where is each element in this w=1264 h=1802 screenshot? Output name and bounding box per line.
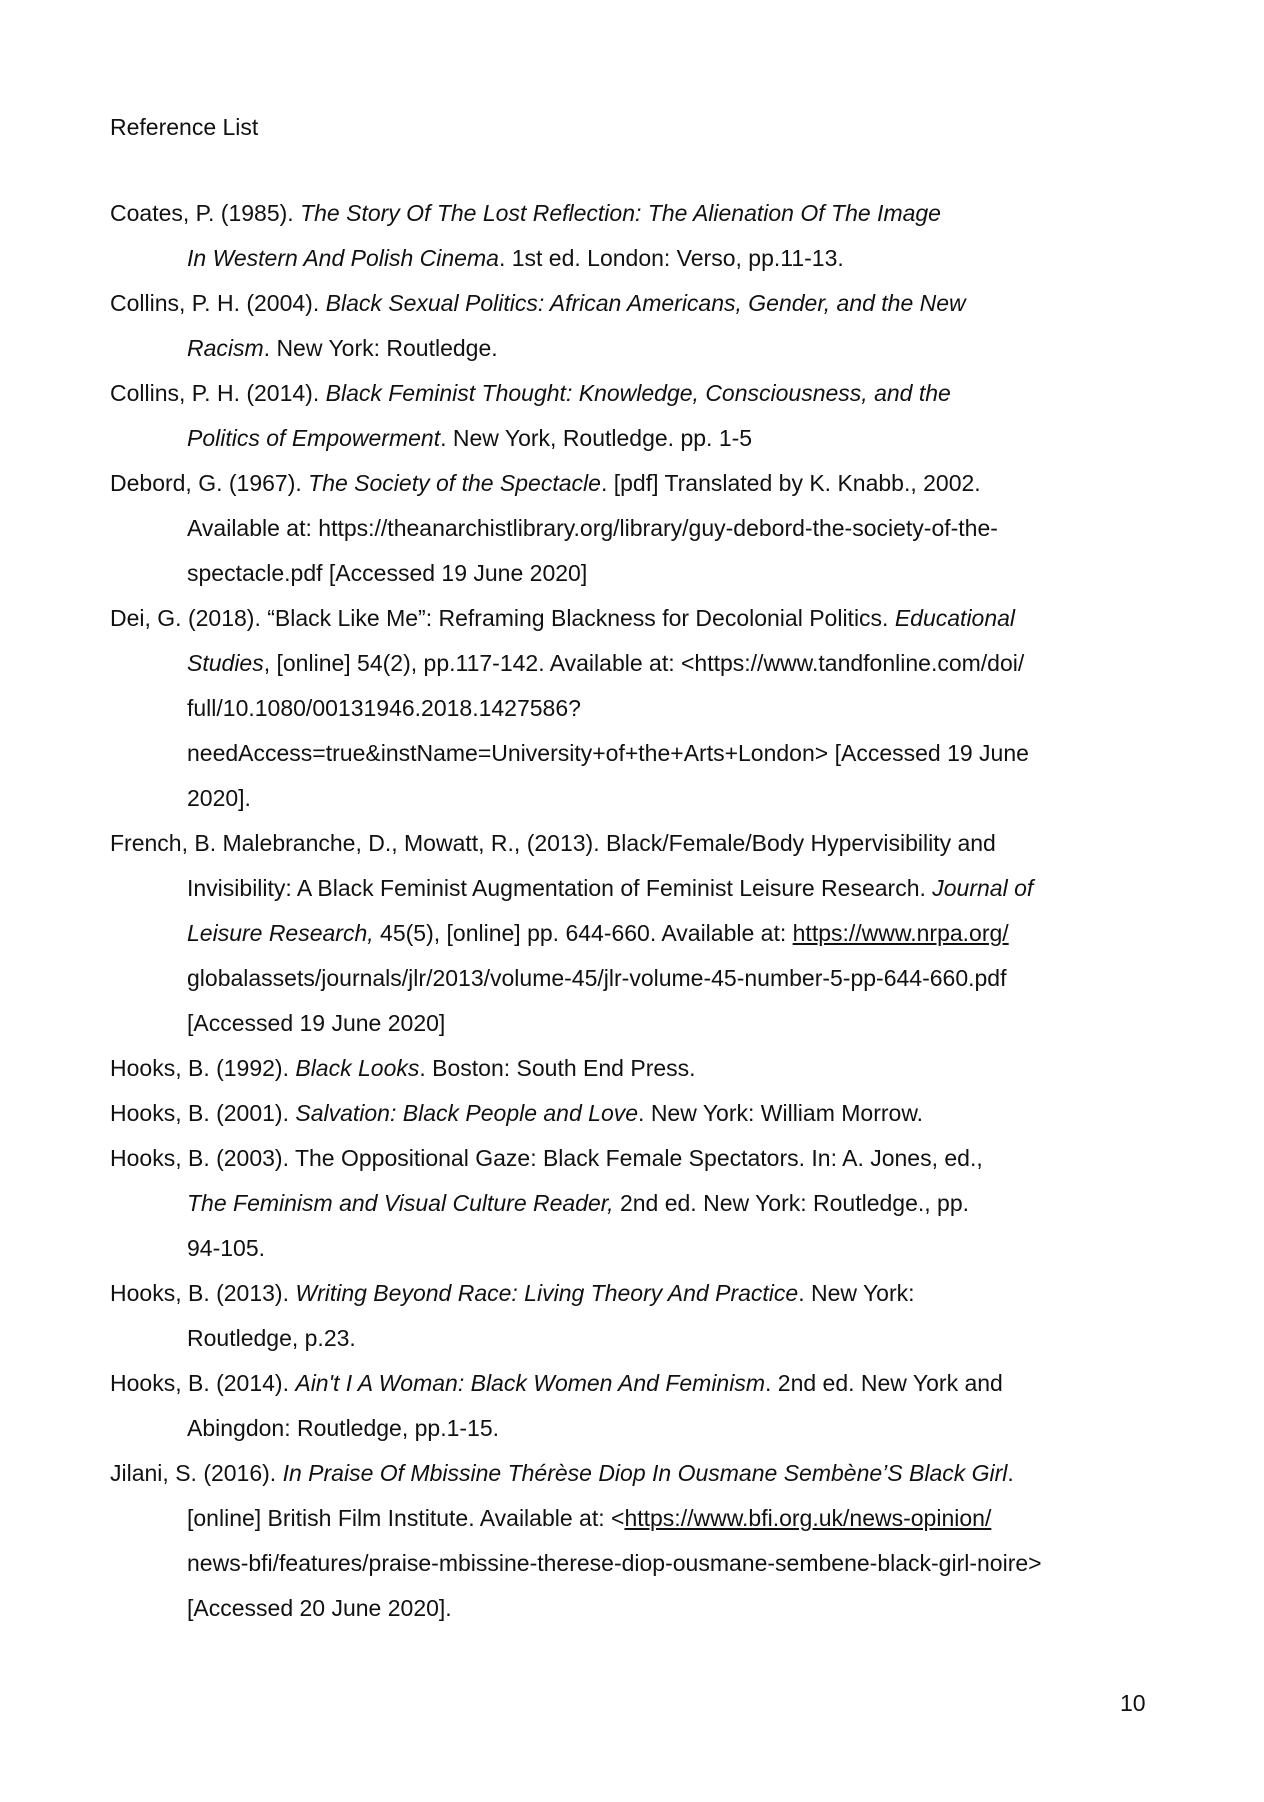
reference-text: Hooks, B. (2013). bbox=[110, 1280, 296, 1306]
reference-line bbox=[110, 686, 1170, 731]
reference-text: Hooks, B. (2001). bbox=[110, 1100, 296, 1126]
reference-entry bbox=[110, 371, 1170, 461]
reference-entry bbox=[110, 461, 1170, 596]
reference-title-text: In Western And Polish Cinema bbox=[187, 245, 499, 271]
reference-line bbox=[110, 1181, 1170, 1226]
reference-text: . New York: William Morrow. bbox=[638, 1100, 924, 1126]
reference-text: Hooks, B. (2014). bbox=[110, 1370, 296, 1396]
reference-title-text: In Praise Of Mbissine Thérèse Diop In Ousmane Sembène’S Black Girl bbox=[282, 1460, 1008, 1486]
reference-text: Invisibility: A Black Feminist Augmentation of Feminist Leisure Research. bbox=[187, 875, 933, 901]
reference-line bbox=[110, 1361, 1170, 1406]
reference-line bbox=[110, 1316, 1170, 1361]
reference-title-text: Black Feminist Thought: Knowledge, Consciousness, and the bbox=[325, 380, 951, 406]
reference-entry bbox=[110, 1046, 1170, 1091]
reference-text: Dei, G. (2018). “Black Like Me”: Reframing Blackness for Decolonial Politics. bbox=[110, 605, 895, 631]
reference-line bbox=[110, 1091, 1170, 1136]
reference-title-text: Salvation: Black People and Love bbox=[295, 1100, 639, 1126]
reference-link[interactable]: https://www.bfi.org.uk/news-opinion/ bbox=[624, 1505, 992, 1531]
reference-text: 94-105. bbox=[187, 1235, 266, 1261]
reference-line bbox=[110, 236, 1170, 281]
reference-title-text: Racism bbox=[187, 335, 264, 361]
reference-line bbox=[110, 371, 1170, 416]
reference-list bbox=[110, 191, 1170, 1631]
reference-title-text: The Feminism and Visual Culture Reader, bbox=[187, 1190, 614, 1216]
reference-line bbox=[110, 461, 1170, 506]
reference-text: news-bfi/features/praise-mbissine-therese-diop-ousmane-sembene-black-girl-noire> bbox=[187, 1550, 1042, 1576]
reference-entry bbox=[110, 191, 1170, 281]
reference-text: needAccess=true&instName=University+of+the+Arts+London> [Accessed 19 June bbox=[187, 740, 1029, 766]
reference-line bbox=[110, 1136, 1170, 1181]
reference-line bbox=[110, 1451, 1170, 1496]
reference-title-text: Educational bbox=[894, 605, 1016, 631]
reference-text: Routledge, p.23. bbox=[187, 1325, 356, 1351]
reference-text: . New York: Routledge. bbox=[263, 335, 498, 361]
reference-line bbox=[110, 866, 1170, 911]
reference-text: Collins, P. H. (2004). bbox=[110, 290, 326, 316]
reference-entry bbox=[110, 596, 1170, 821]
reference-text: Abingdon: Routledge, pp.1-15. bbox=[187, 1415, 500, 1441]
reference-entry bbox=[110, 1136, 1170, 1271]
reference-text: Hooks, B. (2003). The Oppositional Gaze: Black Female Spectators. In: A. Jones, ed., bbox=[110, 1145, 983, 1171]
reference-line bbox=[110, 596, 1170, 641]
reference-title-text: Leisure Research, bbox=[187, 920, 374, 946]
reference-text: 45(5), [online] pp. 644-660. Available at: bbox=[373, 920, 793, 946]
reference-text: French, B. Malebranche, D., Mowatt, R., (2013). Black/Female/Body Hypervisibility and bbox=[110, 830, 996, 856]
reference-text: [Accessed 19 June 2020] bbox=[187, 1010, 446, 1036]
reference-title-text: Journal of bbox=[932, 875, 1034, 901]
reference-title-text: Studies bbox=[187, 650, 264, 676]
reference-line bbox=[110, 1406, 1170, 1451]
reference-text: . [pdf] Translated by K. Knabb., 2002. bbox=[600, 470, 981, 496]
reference-line bbox=[110, 1496, 1170, 1541]
reference-entry bbox=[110, 1361, 1170, 1451]
reference-entry bbox=[110, 1271, 1170, 1361]
reference-line bbox=[110, 1541, 1170, 1586]
reference-text: . 2nd ed. New York and bbox=[765, 1370, 1003, 1396]
reference-text: Available at: https://theanarchistlibrary.org/library/guy-debord-the-society-of-the- bbox=[187, 515, 998, 541]
page-number: 10 bbox=[1120, 1690, 1146, 1716]
reference-line bbox=[110, 191, 1170, 236]
reference-text: 2020]. bbox=[187, 785, 251, 811]
reference-title-text: The Society of the Spectacle bbox=[308, 470, 601, 496]
reference-text: , [online] 54(2), pp.117-142. Available at: <https://www.tandfonline.com/doi/ bbox=[263, 650, 1025, 676]
reference-entry bbox=[110, 1451, 1170, 1631]
reference-line bbox=[110, 641, 1170, 686]
reference-text: [online] British Film Institute. Available at: < bbox=[187, 1505, 625, 1531]
reference-entry bbox=[110, 281, 1170, 371]
reference-line bbox=[110, 911, 1170, 956]
reference-line bbox=[110, 551, 1170, 596]
reference-line bbox=[110, 416, 1170, 461]
reference-text: globalassets/journals/jlr/2013/volume-45/jlr-volume-45-number-5-pp-644-660.pdf bbox=[187, 965, 1007, 991]
reference-entry bbox=[110, 821, 1170, 1046]
reference-title-text: Writing Beyond Race: Living Theory And Practice bbox=[295, 1280, 799, 1306]
reference-title-text: The Story Of The Lost Reflection: The Alienation Of The Image bbox=[300, 200, 941, 226]
reference-text: Debord, G. (1967). bbox=[110, 470, 309, 496]
reference-line bbox=[110, 731, 1170, 776]
reference-line bbox=[110, 956, 1170, 1001]
reference-title-text: Politics of Empowerment bbox=[187, 425, 441, 451]
reference-text: . New York: bbox=[798, 1280, 915, 1306]
reference-line bbox=[110, 821, 1170, 866]
reference-text: . Boston: South End Press. bbox=[419, 1055, 696, 1081]
reference-text: Jilani, S. (2016). bbox=[110, 1460, 283, 1486]
reference-entry bbox=[110, 1091, 1170, 1136]
reference-text: . New York, Routledge. pp. 1-5 bbox=[440, 425, 753, 451]
reference-line bbox=[110, 1271, 1170, 1316]
reference-line bbox=[110, 1046, 1170, 1091]
reference-text: Coates, P. (1985). bbox=[110, 200, 301, 226]
reference-line bbox=[110, 1586, 1170, 1631]
reference-text: Collins, P. H. (2014). bbox=[110, 380, 326, 406]
reference-link[interactable]: https://www.nrpa.org/ bbox=[792, 920, 1009, 946]
reference-text: full/10.1080/00131946.2018.1427586? bbox=[187, 695, 581, 721]
reference-title-text: Black Sexual Politics: African Americans, Gender, and the New bbox=[325, 290, 966, 316]
reference-line bbox=[110, 326, 1170, 371]
reference-text: spectacle.pdf [Accessed 19 June 2020] bbox=[187, 560, 588, 586]
reference-line bbox=[110, 506, 1170, 551]
reference-line bbox=[110, 1226, 1170, 1271]
reference-text: [Accessed 20 June 2020]. bbox=[187, 1595, 452, 1621]
reference-line bbox=[110, 281, 1170, 326]
reference-title-text: Black Looks bbox=[295, 1055, 420, 1081]
reference-text: . bbox=[1007, 1460, 1014, 1486]
reference-text: Hooks, B. (1992). bbox=[110, 1055, 296, 1081]
reference-line bbox=[110, 776, 1170, 821]
reference-text: 2nd ed. New York: Routledge., pp. bbox=[613, 1190, 970, 1216]
reference-line bbox=[110, 1001, 1170, 1046]
reference-title-text: Ain't I A Woman: Black Women And Feminism bbox=[295, 1370, 765, 1396]
reference-text: . 1st ed. London: Verso, pp.11-13. bbox=[498, 245, 844, 271]
page-title: Reference List bbox=[110, 114, 259, 140]
